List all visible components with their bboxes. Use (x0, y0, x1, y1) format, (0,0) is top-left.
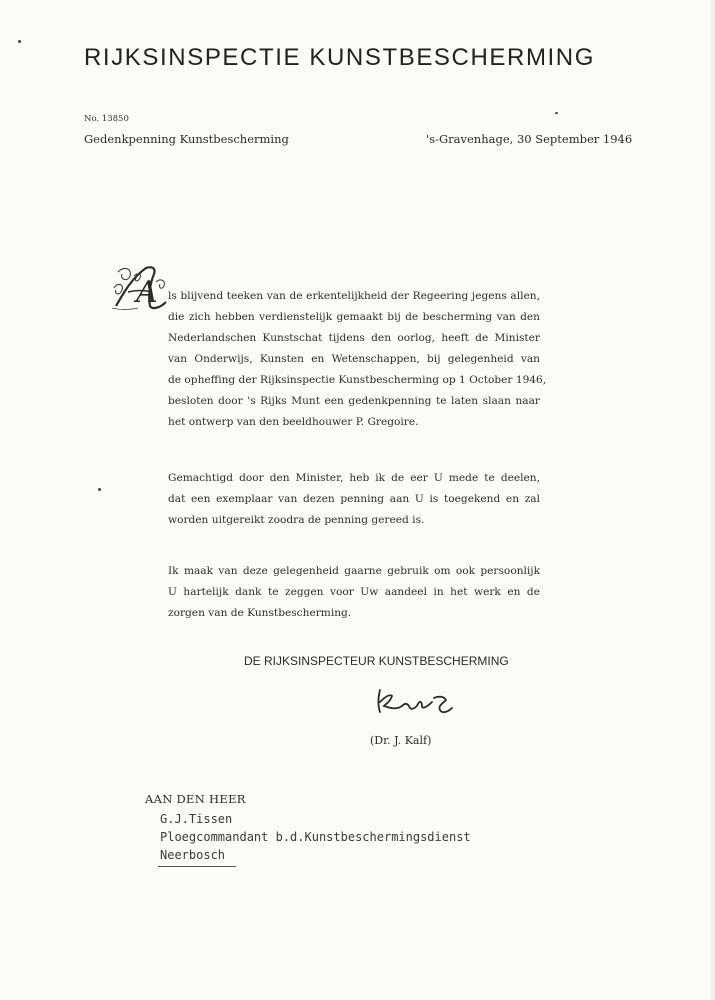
reference-number: No. 13850 (84, 114, 129, 124)
place-date: 's-Gravenhage, 30 September 1946 (426, 132, 633, 146)
paper-speck (555, 112, 558, 114)
paragraph-line: zorgen van de Kunstbescherming. (168, 607, 352, 619)
signatory-name: (Dr. J. Kalf) (370, 734, 432, 747)
paragraph-line: die zich hebben verdienstelijk gemaakt bij de bescherming van den (168, 311, 540, 323)
recipient-role: Ploegcommandant b.d.Kunstbeschermingsdienst (160, 830, 471, 844)
paragraph-line: Ik maak van deze gelegenheid gaarne gebruik om ook persoonlijk (168, 565, 540, 577)
ornamental-dropcap-a (110, 262, 174, 312)
signatory-title: DE RIJKSINSPECTEUR KUNSTBESCHERMING (244, 654, 509, 668)
paragraph-line: worden uitgereikt zoodra de penning gereed is. (168, 514, 425, 526)
paragraph-3 (168, 561, 540, 624)
paper-speck (18, 40, 21, 43)
paragraph-line: van Onderwijs, Kunsten en Wetenschappen, bij gelegenheid van (168, 353, 540, 365)
paragraph-line: de opheffing der Rijksinspectie Kunstbescherming op 1 October 1946, (168, 374, 547, 386)
paragraph-2 (168, 468, 540, 531)
paragraph-line: dat een exemplaar van dezen penning aan U is toegekend en zal (168, 493, 540, 505)
letterhead-title: RIJKSINSPECTIE KUNSTBESCHERMING (84, 44, 596, 71)
paragraph-line: het ontwerp van den beeldhouwer P. Gregoire. (168, 416, 419, 428)
place-underline (158, 866, 236, 868)
scan-edge-shadow (709, 0, 715, 1000)
addressee-label: AAN DEN HEER (145, 792, 246, 806)
paragraph-line: Nederlandschen Kunstschat tijdens den oorlog, heeft de Minister (168, 332, 540, 344)
recipient-place: Neerbosch (160, 848, 226, 862)
handwritten-signature (372, 684, 468, 718)
recipient-name: G.J.Tissen (160, 812, 233, 826)
paragraph-line: Gemachtigd door den Minister, heb ik de eer U mede te deelen, (168, 472, 540, 484)
paper-speck (98, 488, 101, 491)
paragraph-line: U hartelijk dank te zeggen voor Uw aandeel in het werk en de (168, 586, 540, 598)
dropcap-letter: A (136, 275, 158, 310)
paragraph-line: besloten door 's Rijks Munt een gedenkpenning te laten slaan naar (168, 395, 540, 407)
paragraph-line: ls blijvend teeken van de erkentelijkheid der Regeering jegens allen, (168, 290, 540, 302)
subject-line: Gedenkpenning Kunstbescherming (84, 132, 289, 146)
paragraph-1 (168, 286, 547, 433)
